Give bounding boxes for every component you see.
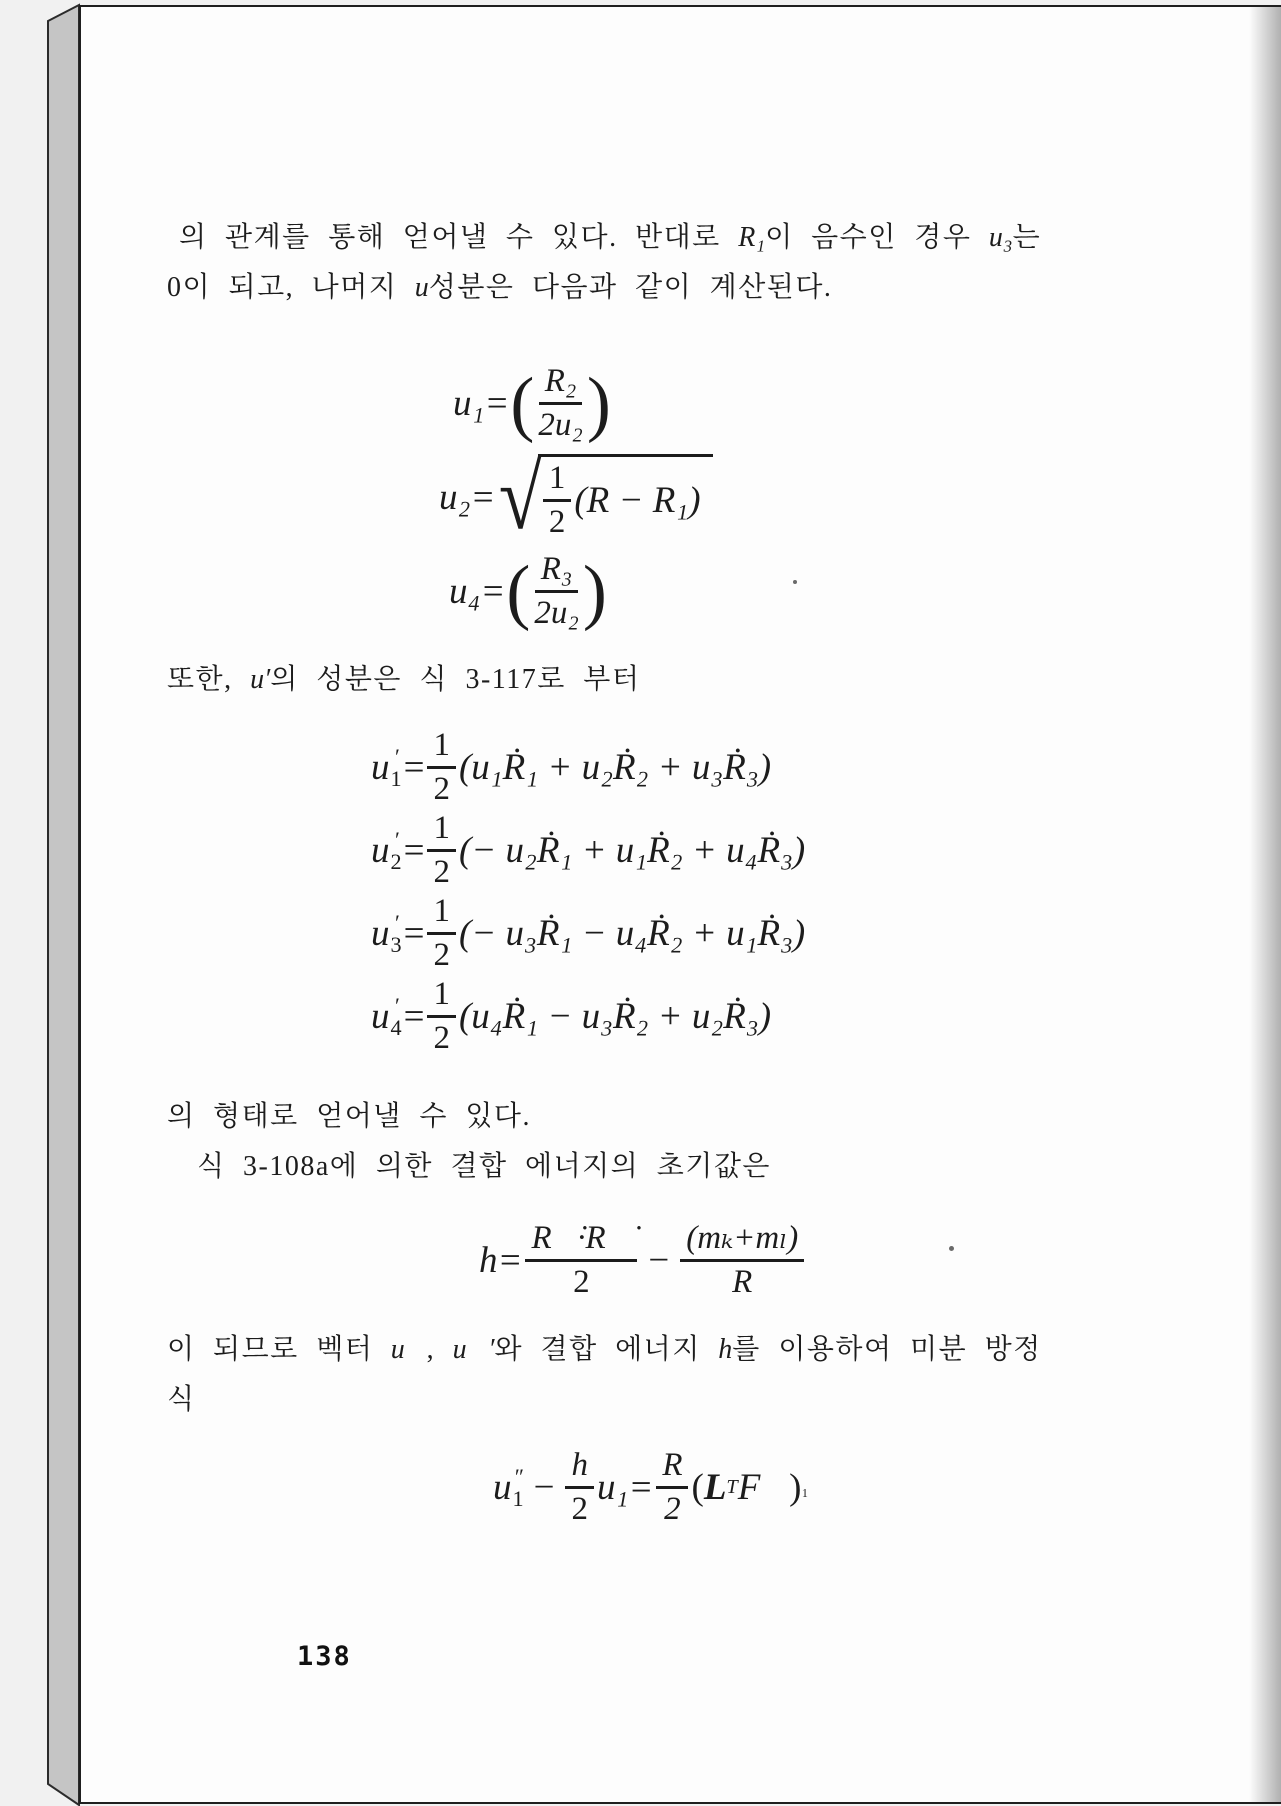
paragraph-3-line-1 — [167, 1325, 1042, 1375]
paren-close: ) — [586, 362, 611, 444]
fraction — [427, 728, 456, 806]
equation-u4 — [449, 549, 608, 633]
double-prime-mark: ″ — [513, 1463, 523, 1489]
bold-L: L — [703, 1466, 727, 1508]
eq-terms: (− u₂Ṙ₁ + u₁Ṙ₂ + u₄Ṙ₃) — [458, 829, 806, 871]
minus-sign: − — [648, 1239, 670, 1281]
prime-subscript-stack — [390, 826, 402, 874]
text-run: 식 3-108a에 의한 결합 에너지의 초기값은 — [197, 1151, 771, 1182]
equation-u1 — [453, 361, 612, 445]
prime-mark: ′ — [393, 826, 399, 852]
fraction-denominator: 2 — [433, 853, 450, 890]
eq-terms: (u₄Ṙ₁ − u₃Ṙ₂ + u₂Ṙ₃) — [458, 995, 772, 1037]
fraction-numerator: 1 — [427, 728, 456, 769]
prime-subscript-stack — [390, 909, 402, 957]
radicand-terms: (R − R₁) — [574, 480, 701, 521]
eq-terms: (u₁Ṙ₁ + u₂Ṙ₂ + u₃Ṙ₃) — [458, 746, 772, 788]
square-root — [495, 446, 712, 548]
fraction-numerator: R₃ — [535, 552, 579, 593]
force-vector: F⃗ — [737, 1466, 790, 1508]
subscript: 4 — [390, 1015, 402, 1040]
paren-open: ( — [510, 362, 535, 444]
fraction — [525, 1221, 637, 1299]
fraction-denominator: R — [732, 1263, 753, 1300]
prime-subscript-stack — [390, 743, 402, 791]
math-run: u₃ — [988, 222, 1013, 253]
prime-subscript-stack — [512, 1463, 524, 1511]
fraction-denominator: 2 — [664, 1490, 681, 1527]
page-right-shadow — [1249, 7, 1281, 1802]
equation-ode — [493, 1445, 809, 1529]
math-run: u⃗ — [390, 1334, 427, 1365]
eq-middle: u₁= — [596, 1466, 654, 1508]
fraction-numerator: h — [565, 1448, 594, 1489]
fraction-numerator: 1 — [543, 461, 572, 502]
scan-speck — [793, 580, 797, 584]
paragraph-1-line-2 — [167, 263, 832, 313]
equation-uprime-2 — [371, 809, 806, 890]
paren-open: ( — [506, 550, 531, 632]
fraction — [427, 977, 456, 1055]
page-surface — [79, 5, 1281, 1804]
fraction-denominator: 2 — [573, 1263, 590, 1300]
radical-sign: √ — [499, 446, 543, 548]
text-run: 식 — [167, 1384, 196, 1415]
fraction-denominator: 2 — [548, 504, 566, 540]
math-run: h — [718, 1334, 733, 1365]
paren-open: ( — [691, 1466, 704, 1508]
text-run: 또한, — [167, 664, 251, 695]
page-number: 138 — [297, 1641, 352, 1672]
eq-lhs: u₁= — [453, 382, 510, 424]
radicand — [538, 454, 713, 539]
fraction-denominator: 2 — [433, 1019, 450, 1056]
subscript: 1 — [512, 1486, 524, 1511]
fraction — [680, 1221, 804, 1299]
fraction-numerator: 1 — [427, 811, 456, 852]
prime-mark: ′ — [393, 992, 399, 1018]
text-run: 를 이용하여 미분 방정 — [732, 1334, 1042, 1365]
fraction-denominator: 2 — [433, 770, 450, 807]
prime-mark: ′ — [393, 909, 399, 935]
fraction-numerator: R⃗̇·R⃗̇ — [525, 1221, 637, 1262]
subscript: 2 — [390, 849, 402, 874]
fraction — [656, 1448, 688, 1526]
equation-h — [479, 1205, 807, 1315]
eq-base: u — [371, 829, 390, 871]
subscript: 1 — [390, 766, 402, 791]
equals-sign: = — [403, 912, 425, 954]
fraction — [543, 461, 572, 539]
scan-speck — [949, 1246, 954, 1251]
fraction-denominator: 2u₂ — [534, 594, 579, 631]
eq-lhs: h= — [479, 1239, 523, 1281]
eq-base: u — [371, 912, 390, 954]
subscript: 3 — [390, 932, 402, 957]
eq-terms: (− u₃Ṙ₁ − u₄Ṙ₂ + u₁Ṙ₃) — [458, 912, 806, 954]
eq-base: u — [493, 1466, 512, 1508]
transpose-superscript: T — [726, 1475, 738, 1498]
text-run: 는 — [1012, 222, 1042, 253]
eq108-line — [197, 1142, 771, 1192]
fraction-numerator: 1 — [427, 977, 456, 1018]
fraction — [427, 894, 456, 972]
fraction-denominator: 2 — [433, 936, 450, 973]
text-run: 성분은 다음과 같이 계산된다. — [428, 272, 833, 303]
prime-subscript-stack — [390, 992, 402, 1040]
fraction-numerator: 1 — [427, 894, 456, 935]
component-subscript: ₁ — [801, 1475, 809, 1498]
equation-uprime-1 — [371, 726, 772, 807]
fraction-numerator: (mₖ+mₗ) — [680, 1221, 804, 1262]
equation-uprime-4 — [371, 975, 772, 1056]
fraction — [565, 1448, 594, 1526]
paren-close: ) — [789, 1466, 802, 1508]
fraction — [534, 552, 578, 630]
math-run: u′ — [250, 664, 271, 695]
math-run: u⃗′ — [452, 1334, 495, 1365]
equals-sign: = — [403, 829, 425, 871]
minus-sign: − — [533, 1466, 555, 1508]
text-run: 의 관계를 통해 얻어낼 수 있다. 반대로 — [179, 222, 739, 253]
paragraph-3-line-2 — [167, 1375, 196, 1425]
math-run: R₁ — [738, 222, 766, 253]
eq-base: u — [371, 746, 390, 788]
equals-sign: = — [403, 995, 425, 1037]
form-line — [167, 1092, 531, 1142]
also-line — [167, 655, 640, 705]
fraction-numerator: R₂ — [539, 364, 583, 405]
eq-lhs: u₂= — [439, 476, 496, 518]
fraction-denominator: 2u₂ — [538, 406, 583, 443]
fraction — [538, 364, 582, 442]
eq-lhs: u₄= — [449, 570, 506, 612]
paren-close: ) — [582, 550, 607, 632]
fraction-denominator: 2 — [571, 1490, 588, 1527]
text-run: 이 되므로 벡터 — [167, 1334, 391, 1365]
fraction-numerator: R — [656, 1448, 688, 1489]
text-run: 의 성분은 식 3-117로 부터 — [270, 664, 641, 695]
text-run: 의 형태로 얻어낼 수 있다. — [167, 1101, 531, 1132]
paragraph-1-line-1 — [167, 213, 1041, 263]
prime-mark: ′ — [393, 743, 399, 769]
math-run: u — [414, 272, 429, 303]
text-run: , — [426, 1334, 453, 1365]
eq-base: u — [371, 995, 390, 1037]
equation-uprime-3 — [371, 892, 806, 973]
equals-sign: = — [403, 746, 425, 788]
fraction — [427, 811, 456, 889]
text-run: 0이 되고, 나머지 — [167, 272, 415, 303]
text-run: 와 결합 에너지 — [494, 1334, 719, 1365]
text-run: 이 음수인 경우 — [765, 222, 989, 253]
equation-u2 — [439, 446, 713, 548]
